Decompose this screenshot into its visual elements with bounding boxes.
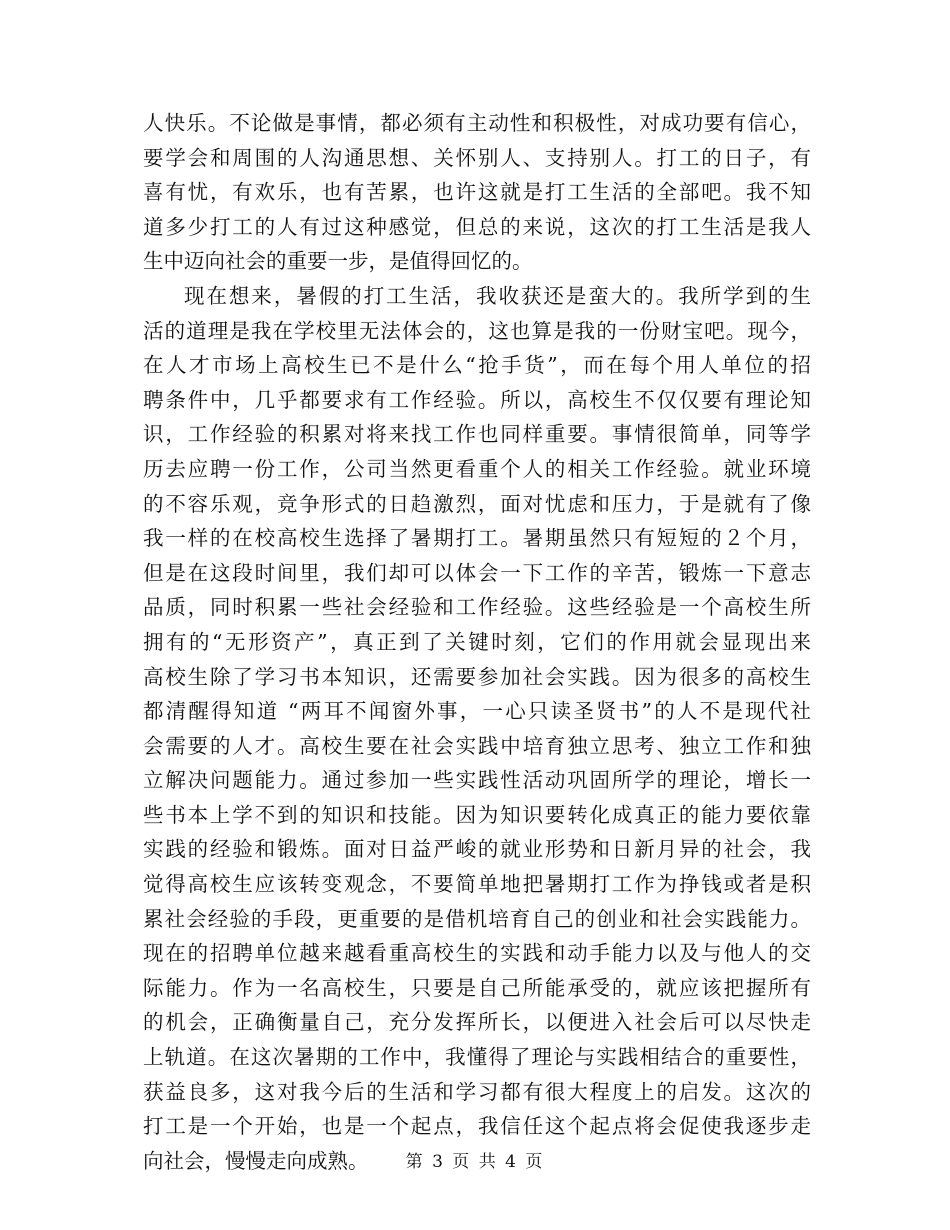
text-line: 要学会和周围的人沟通思想、关怀别人、支持别人。打工的日子，有	[143, 145, 811, 170]
text-line: 我一样的在校高校生选择了暑期打工。暑期虽然只有短短的２个月，	[143, 526, 811, 551]
text-line: 实践的经验和锻炼。面对日益严峻的就业形势和日新月异的社会，我	[143, 837, 811, 862]
text-line: 向社会，慢慢走向成熟。	[143, 1148, 369, 1173]
text-line: 现在想来，暑假的打工生活，我收获还是蛮大的。我所学到的生	[184, 283, 811, 308]
text-line: 在人才市场上高校生已不是什么“抢手货”，而在每个用人单位的招	[143, 353, 811, 378]
text-line: 累社会经验的手段，更重要的是借机培育自己的创业和社会实践能力。	[143, 906, 811, 931]
page-number-footer: 第 3 页 共 4 页	[405, 1152, 545, 1172]
text-line: 活的道理是我在学校里无法体会的，这也算是我的一份财宝吧。现今，	[143, 318, 811, 343]
text-line: 人快乐。不论做是事情，都必须有主动性和积极性，对成功要有信心，	[143, 111, 811, 135]
text-line: 些书本上学不到的知识和技能。因为知识要转化成真正的能力要依靠	[143, 802, 811, 827]
text-line: 立解决问题能力。通过参加一些实践性活动巩固所学的理论，增长一	[143, 768, 811, 793]
text-line: 获益良多，这对我今后的生活和学习都有很大程度上的启发。这次的	[143, 1079, 811, 1104]
text-line: 会需要的人才。高校生要在社会实践中培育独立思考、独立工作和独	[143, 733, 811, 758]
text-line: 的机会，正确衡量自己，充分发挥所长，以便进入社会后可以尽快走	[143, 1010, 811, 1035]
text-line: 际能力。作为一名高校生，只要是自己所能承受的，就应该把握所有	[143, 975, 811, 1000]
text-line: 聘条件中，几乎都要求有工作经验。所以，高校生不仅仅要有理论知	[143, 387, 811, 412]
text-line: 高校生除了学习书本知识，还需要参加社会实践。因为很多的高校生	[143, 664, 811, 689]
text-line: 但是在这段时间里，我们却可以体会一下工作的辛苦，锻炼一下意志	[143, 560, 811, 585]
document-body	[143, 106, 811, 1178]
text-line: 的不容乐观，竞争形式的日趋激烈，面对忧虑和压力，于是就有了像	[143, 491, 811, 516]
text-line: 打工是一个开始，也是一个起点，我信任这个起点将会促使我逐步走	[143, 1114, 811, 1139]
text-line: 识，工作经验的积累对将来找工作也同样重要。事情很简单，同等学	[143, 422, 811, 447]
text-line: 道多少打工的人有过这种感觉，但总的来说，这次的打工生活是我人	[143, 214, 811, 239]
text-line: 喜有忧，有欢乐，也有苦累，也许这就是打工生活的全部吧。我不知	[143, 180, 811, 205]
text-line: 现在的招聘单位越来越看重高校生的实践和动手能力以及与他人的交	[143, 941, 811, 966]
text-line: 都清醒得知道 “两耳不闻窗外事，一心只读圣贤书”的人不是现代社	[143, 699, 811, 724]
text-line: 生中迈向社会的重要一步，是值得回忆的。	[143, 249, 533, 274]
text-line: 历去应聘一份工作，公司当然更看重个人的相关工作经验。就业环境	[143, 456, 811, 481]
text-line: 品质，同时积累一些社会经验和工作经验。这些经验是一个高校生所	[143, 595, 811, 620]
text-line: 觉得高校生应该转变观念，不要简单地把暑期打工作为挣钱或者是积	[143, 872, 811, 897]
text-line: 拥有的“无形资产”，真正到了关键时刻，它们的作用就会显现出来	[143, 629, 811, 654]
text-line: 上轨道。在这次暑期的工作中，我懂得了理论与实践相结合的重要性，	[143, 1045, 811, 1070]
